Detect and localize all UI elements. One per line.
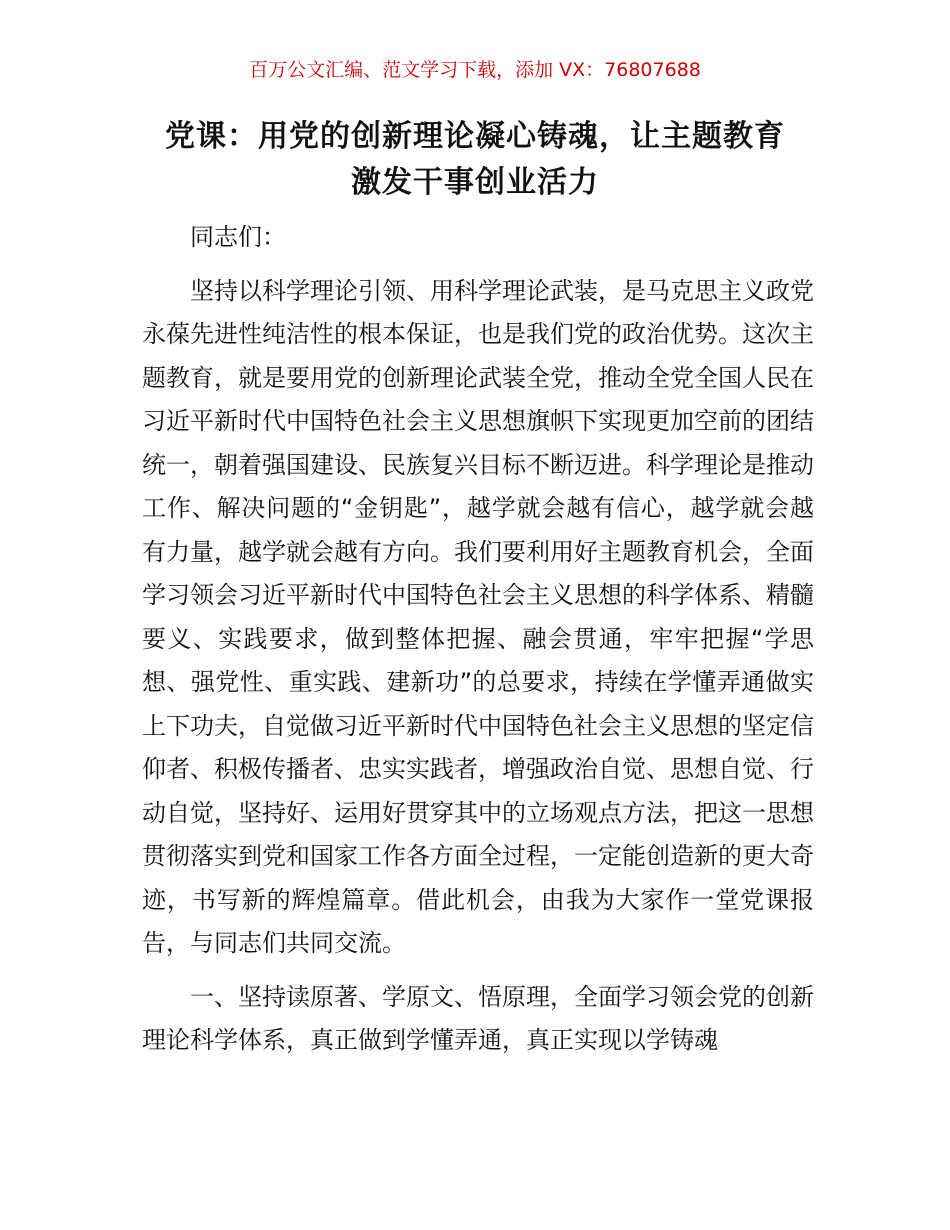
title-line-1: 党课：用党的创新理论凝心铸魂，让主题教育 [165,119,785,154]
document-title [60,114,890,206]
paragraph-intro: 坚持以科学理论引领、用科学理论武装，是马克思主义政党永葆先进性纯洁性的根本保证，也是我们党的政治优势。这次主题教育，就是要用党的创新理论武装全党，推动全党全国人民在习近平新时代中国特色社会主义思想旗帜下实现更加空前的团结统一，朝着强国建设、民族复兴目标不断迈进。科学理论是推动工作、解决问题的“金钥匙”，越学就会越有信心，越学就会越有力量，越学就会越有方向。我们要利用好主题教育机会，全面学习领会习近平新时代中国特色社会主义思想的科学体系、精髓要义、实践要求，做到整体把握、融会贯通，牢牢把握“学思想、强党性、重实践、建新功”的总要求，持续在学懂弄通做实上下功夫，自觉做习近平新时代中国特色社会主义思想的坚定信仰者、积极传播者、忠实实践者，增强政治自觉、思想自觉、行动自觉，坚持好、运用好贯穿其中的立场观点方法，把这一思想贯彻落实到党和国家工作各方面全过程，一定能创造新的更大奇迹，书写新的辉煌篇章。借此机会，由我为大家作一堂党课报告，与同志们共同交流。 [142,276,814,957]
title-line-2: 激发干事创业活力 [351,165,599,200]
section-heading-1: 一、坚持读原著、学原文、悟原理，全面学习领会党的创新理论科学体系，真正做到学懂弄通，真正实现以学铸魂 [142,982,814,1054]
header-watermark-note: 百万公文汇编、范文学习下载，添加 VX：76807688 [249,59,701,81]
salutation: 同志们： [190,223,286,251]
document-body [142,216,814,1073]
